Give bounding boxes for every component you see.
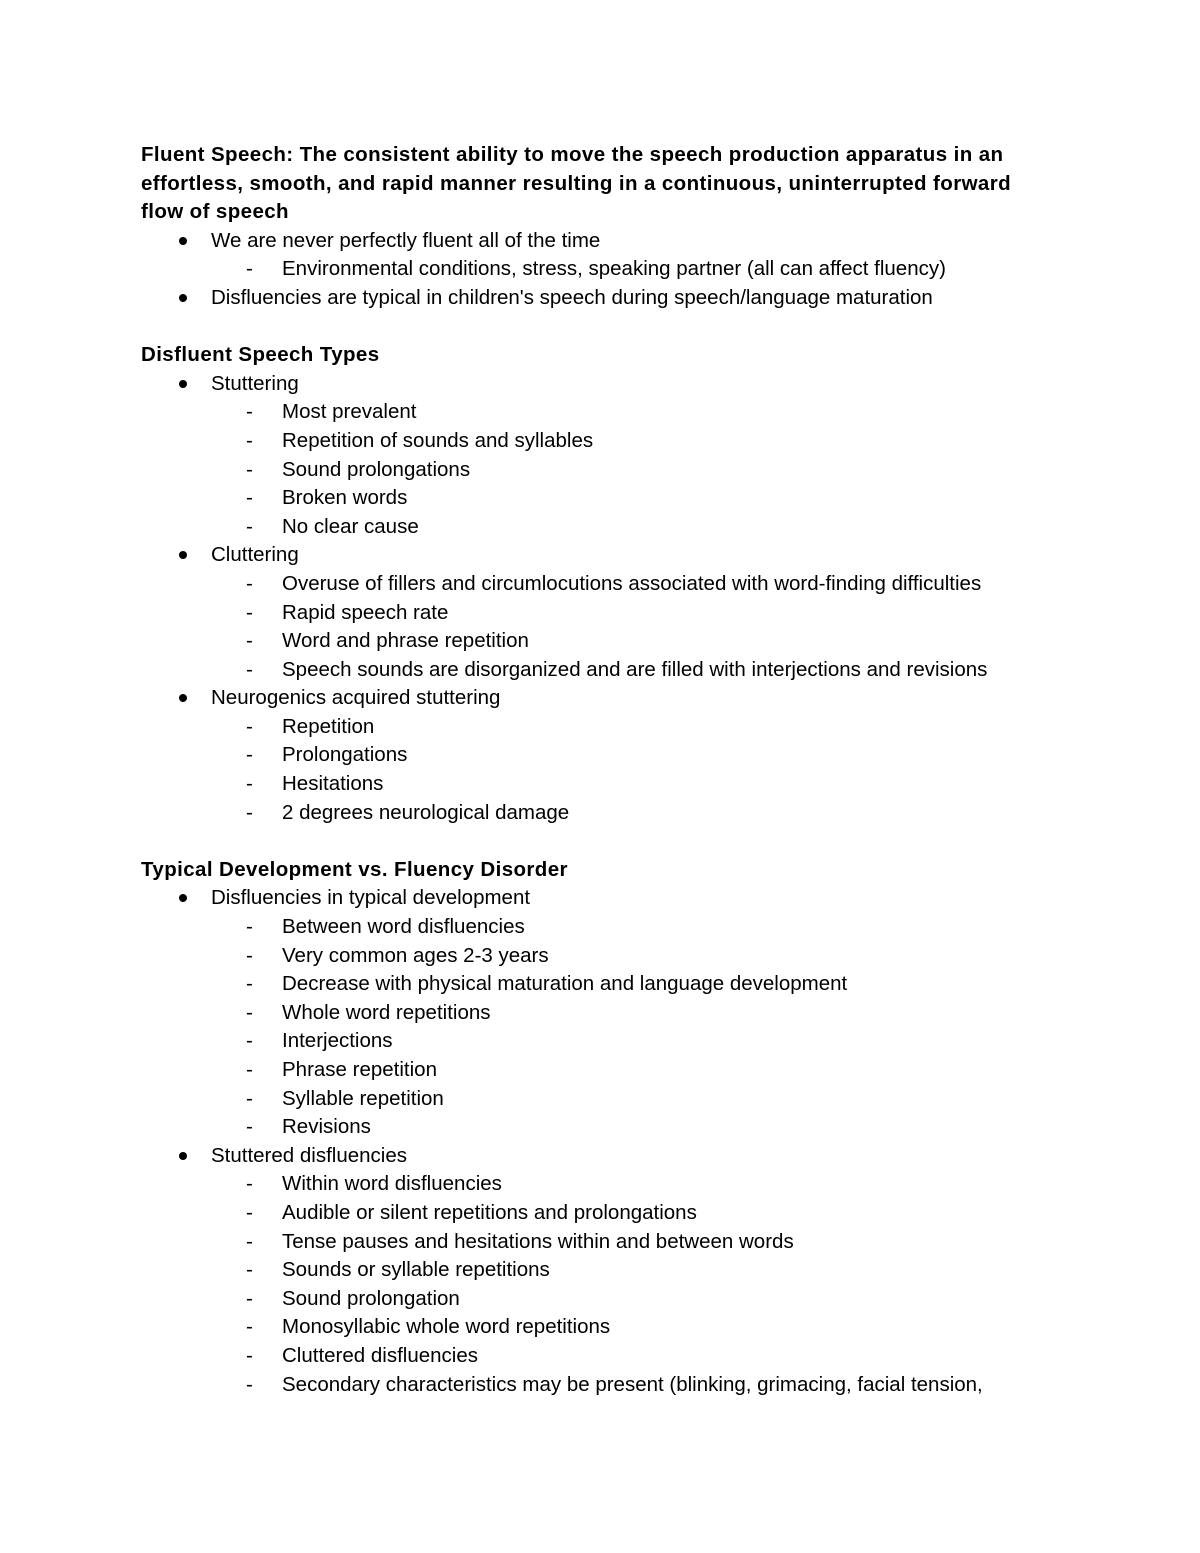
bullet-icon xyxy=(179,551,187,559)
dash-icon: - xyxy=(246,772,253,796)
sub-list-item: - 2 degrees neurological damage xyxy=(282,799,1041,828)
dash-icon: - xyxy=(246,972,253,996)
section-heading: Typical Development vs. Fluency Disorder xyxy=(141,857,568,881)
list-item-text: Disfluencies are typical in children's speech during speech/language maturation xyxy=(211,285,933,309)
list-item-text: Stuttered disfluencies xyxy=(211,1143,408,1167)
sub-list-item: - Whole word repetitions xyxy=(282,999,1041,1028)
sub-list-item: - Monosyllabic whole word repetitions xyxy=(282,1313,1041,1342)
dash-icon: - xyxy=(246,1200,253,1224)
dash-icon: - xyxy=(246,1258,253,1282)
dash-icon: - xyxy=(246,800,253,824)
sub-list-item: - Within word disfluencies xyxy=(282,1170,1041,1199)
list-item xyxy=(141,284,1041,313)
section-heading: Disfluent Speech Types xyxy=(141,343,380,367)
sub-list xyxy=(211,913,1041,1142)
section-disfluent-speech-types xyxy=(141,341,1041,827)
sub-list xyxy=(211,713,1041,827)
document-page xyxy=(141,141,1041,1428)
list-item xyxy=(141,370,1041,542)
dash-icon: - xyxy=(246,657,253,681)
sub-list-item: - Revisions xyxy=(282,1113,1041,1142)
bullet-icon xyxy=(179,694,187,702)
dash-icon: - xyxy=(246,1000,253,1024)
sub-list-item: - Tense pauses and hesitations within and between words xyxy=(282,1228,1041,1257)
dash-icon: - xyxy=(246,257,253,281)
bullet-icon xyxy=(179,237,187,245)
dash-icon: - xyxy=(246,1229,253,1253)
sub-list-item: - Repetition of sounds and syllables xyxy=(282,427,1041,456)
sub-list xyxy=(211,1170,1041,1399)
sub-list-item: - Rapid speech rate xyxy=(282,599,1041,628)
section-fluent-speech xyxy=(141,141,1041,313)
sub-list-item: - Overuse of fillers and circumlocutions associated with word-finding difficulties xyxy=(282,570,1041,599)
dash-icon: - xyxy=(246,714,253,738)
list-item xyxy=(141,541,1041,684)
dash-icon: - xyxy=(246,915,253,939)
dash-icon: - xyxy=(246,629,253,653)
sub-list-item: - No clear cause xyxy=(282,513,1041,542)
sub-list-item: - Decrease with physical maturation and language development xyxy=(282,970,1041,999)
sub-list xyxy=(211,570,1041,684)
dash-icon: - xyxy=(246,1086,253,1110)
sub-list-item: - Sound prolongation xyxy=(282,1285,1041,1314)
sub-list-item: - Hesitations xyxy=(282,770,1041,799)
sub-list-item: - Audible or silent repetitions and prolongations xyxy=(282,1199,1041,1228)
dash-icon: - xyxy=(246,1343,253,1367)
dash-icon: - xyxy=(246,743,253,767)
sub-list-item: - Environmental conditions, stress, speaking partner (all can affect fluency) xyxy=(282,255,1041,284)
list-item xyxy=(141,884,1041,1141)
dash-icon: - xyxy=(246,514,253,538)
sub-list-item: - Sounds or syllable repetitions xyxy=(282,1256,1041,1285)
dash-icon: - xyxy=(246,1058,253,1081)
bullet-icon xyxy=(179,1152,187,1160)
dash-icon: - xyxy=(246,1315,253,1339)
sub-list-item: - Repetition xyxy=(282,713,1041,742)
sub-list-item: - Secondary characteristics may be present (blinking, grimacing, facial tension, xyxy=(282,1371,1041,1400)
dash-icon: - xyxy=(246,600,253,624)
sub-list xyxy=(211,398,1041,541)
sub-list-item: - Speech sounds are disorganized and are filled with interjections and revisions xyxy=(282,656,1041,685)
dash-icon: - xyxy=(246,428,253,452)
list-item xyxy=(141,1142,1041,1399)
sub-list xyxy=(211,255,1041,284)
sub-list-item: - Interjections xyxy=(282,1027,1041,1056)
sub-list-item: - Broken words xyxy=(282,484,1041,513)
sub-list-item: - Syllable repetition xyxy=(282,1085,1041,1114)
list-item xyxy=(141,227,1041,284)
bullet-list xyxy=(141,884,1041,1399)
list-item xyxy=(141,684,1041,827)
dash-icon: - xyxy=(246,1115,253,1139)
dash-icon: - xyxy=(246,943,253,967)
sub-list-item: - Prolongations xyxy=(282,741,1041,770)
sub-list-item: - Between word disfluencies xyxy=(282,913,1041,942)
section-typical-development xyxy=(141,856,1041,1399)
list-item-text: Disfluencies in typical development xyxy=(211,886,531,910)
sub-list-item: - Very common ages 2-3 years xyxy=(282,942,1041,971)
sub-list-item: - Word and phrase repetition xyxy=(282,627,1041,656)
bullet-icon xyxy=(179,894,187,902)
bullet-icon xyxy=(179,294,187,302)
dash-icon: - xyxy=(246,400,253,424)
list-item-text: Neurogenics acquired stuttering xyxy=(211,686,501,710)
dash-icon: - xyxy=(246,457,253,481)
dash-icon: - xyxy=(246,1172,253,1196)
bullet-list xyxy=(141,227,1041,313)
sub-list-item: - Phrase repetition xyxy=(282,1056,1041,1085)
dash-icon: - xyxy=(246,1372,253,1396)
dash-icon: - xyxy=(246,571,253,595)
list-item-text: Stuttering xyxy=(211,371,299,395)
list-item-text: We are never perfectly fluent all of the time xyxy=(211,228,601,252)
bullet-icon xyxy=(179,380,187,388)
dash-icon: - xyxy=(246,486,253,510)
sub-list-item: - Most prevalent xyxy=(282,398,1041,427)
bullet-list xyxy=(141,370,1041,828)
sub-list-item: - Sound prolongations xyxy=(282,456,1041,485)
dash-icon: - xyxy=(246,1286,253,1310)
sub-list-item: - Cluttered disfluencies xyxy=(282,1342,1041,1371)
dash-icon: - xyxy=(246,1029,253,1053)
section-heading: Fluent Speech: The consistent ability to move the speech production apparatus in an effortless, smooth, and rapid manner resulting in a continuous, uninterrupted forward flow of speech xyxy=(141,143,1012,224)
list-item-text: Cluttering xyxy=(211,543,299,567)
